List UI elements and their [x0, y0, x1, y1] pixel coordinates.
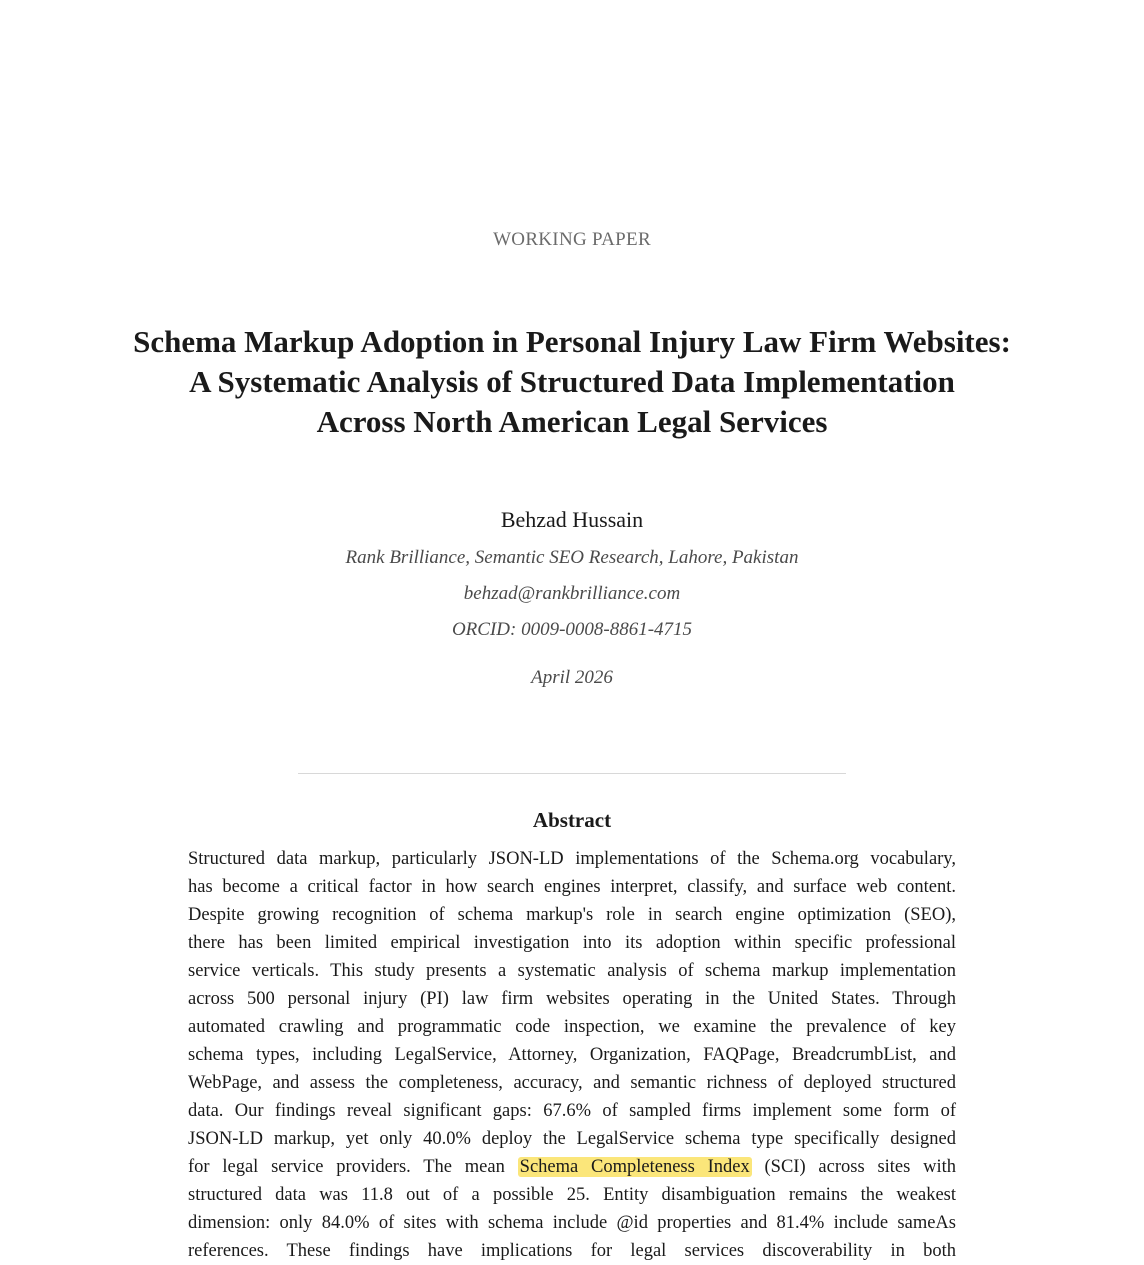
author-email: behzad@rankbrilliance.com	[463, 583, 681, 604]
author-affiliation: Rank Brilliance, Semantic SEO Research, Lahore, Pakistan	[345, 547, 799, 568]
paper-title	[60, 322, 1084, 442]
paper-type-label: WORKING PAPER	[493, 229, 651, 250]
abstract-line: Despite growing recognition of schema markup's role in search engine optimization (SEO),	[188, 905, 956, 925]
abstract-line: service verticals. This study presents a systematic analysis of schema markup implementation	[188, 961, 956, 981]
author-name: Behzad Hussain	[500, 507, 644, 532]
section-divider	[298, 773, 846, 774]
abstract-line-highlighted	[188, 1153, 956, 1181]
abstract-line: dimension: only 84.0% of sites with schema include @id properties and 81.4% include sameAs	[188, 1213, 956, 1233]
abstract-text-segment: for legal service providers. The mean	[188, 1157, 505, 1177]
publication-date: April 2026	[531, 667, 613, 688]
author-orcid: ORCID: 0009-0008-8861-4715	[451, 619, 693, 640]
title-line: A Systematic Analysis of Structured Data Implementation	[189, 364, 955, 399]
abstract-line: Structured data markup, particularly JSON-LD implementations of the Schema.org vocabulary,	[188, 849, 956, 869]
abstract-line: automated crawling and programmatic code inspection, we examine the prevalence of key	[188, 1017, 956, 1037]
abstract-text-segment: (SCI) across sites with	[764, 1157, 957, 1177]
title-line: Across North American Legal Services	[316, 404, 828, 439]
title-line: Schema Markup Adoption in Personal Injury Law Firm Websites:	[133, 324, 1011, 359]
abstract-line: JSON-LD markup, yet only 40.0% deploy the LegalService schema type specifically designed	[188, 1129, 956, 1149]
abstract-line: there has been limited empirical investigation into its adoption within specific professional	[188, 933, 956, 953]
highlighted-term: Schema Completeness Index	[519, 1157, 750, 1177]
abstract-heading: Abstract	[532, 808, 612, 832]
abstract-line: data. Our findings reveal significant gaps: 67.6% of sampled firms implement some form of	[188, 1101, 956, 1121]
abstract-line: across 500 personal injury (PI) law firm websites operating in the United States. Through	[188, 989, 956, 1009]
abstract-line: has become a critical factor in how search engines interpret, classify, and surface web content.	[188, 877, 956, 897]
abstract-line: structured data was 11.8 out of a possible 25. Entity disambiguation remains the weakest	[188, 1185, 956, 1205]
abstract-body	[188, 845, 956, 1265]
abstract-line: references. These findings have implications for legal services discoverability in both	[188, 1241, 956, 1261]
abstract-line: WebPage, and assess the completeness, accuracy, and semantic richness of deployed structured	[188, 1073, 956, 1093]
abstract-line: schema types, including LegalService, Attorney, Organization, FAQPage, BreadcrumbList, and	[188, 1045, 956, 1065]
